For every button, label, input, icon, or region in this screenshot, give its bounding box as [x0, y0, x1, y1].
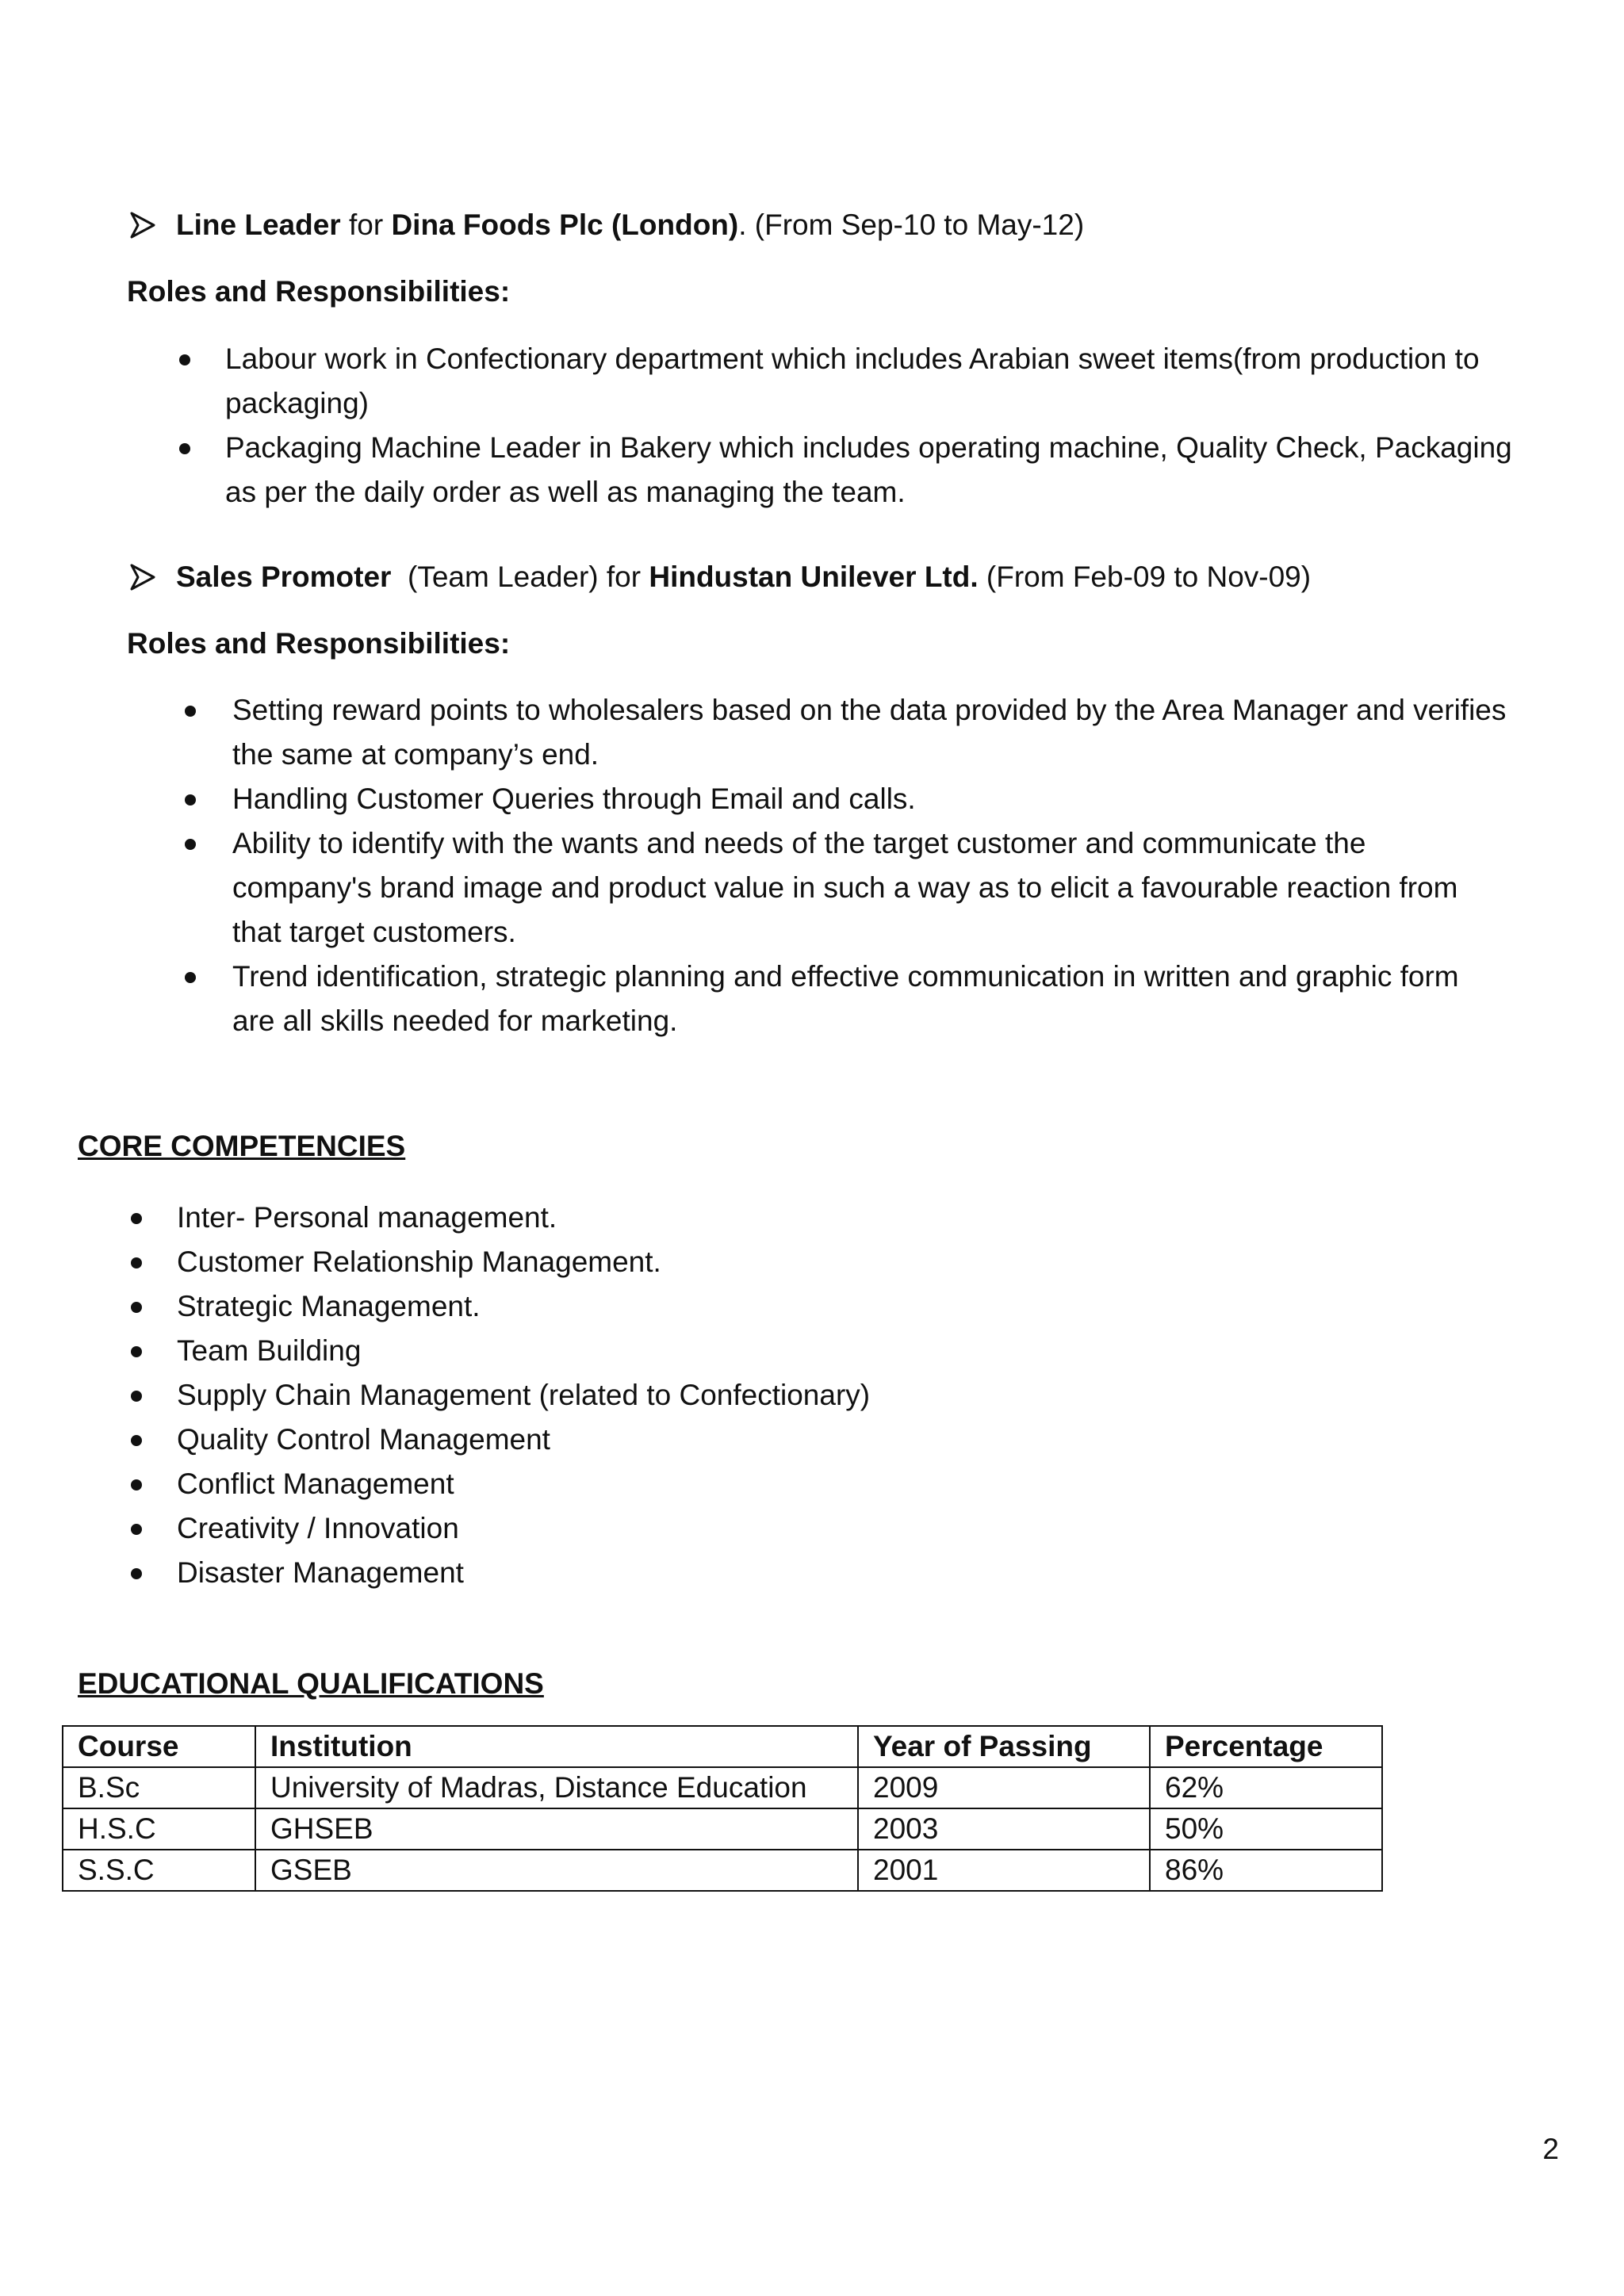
- column-header-percentage: Percentage: [1150, 1726, 1382, 1767]
- list-item: Supply Chain Management (related to Confectionary): [177, 1373, 1446, 1418]
- round-bullet-icon: [131, 1435, 142, 1446]
- list-item: Setting reward points to wholesalers based on the data provided by the Area Manager and verifies the same at company’s end.: [232, 688, 1565, 777]
- round-bullet-icon: [185, 972, 196, 983]
- cell-course: B.Sc: [63, 1767, 255, 1808]
- page-number: 2: [1542, 2133, 1559, 2165]
- cell-year: 2009: [858, 1767, 1150, 1808]
- cell-year: 2001: [858, 1850, 1150, 1891]
- round-bullet-icon: [131, 1391, 142, 1402]
- list-item: Trend identification, strategic planning and effective communication in written and graphic form are all skills needed for marketing.: [232, 955, 1565, 1043]
- arrowhead-bullet-icon: [127, 555, 159, 599]
- list-item: Labour work in Confectionary department which includes Arabian sweet items(from production to packaging): [225, 337, 1557, 426]
- educational-qualifications-heading: EDUCATIONAL QUALIFICATIONS: [78, 1667, 544, 1700]
- job-period: . (From Sep-10 to May-12): [738, 209, 1085, 241]
- list-item: Disaster Management: [177, 1551, 1446, 1595]
- round-bullet-icon: [179, 354, 190, 365]
- table-header-row: [63, 1726, 1382, 1767]
- job-company: Dina Foods Plc (London): [391, 209, 739, 241]
- job-company: Hindustan Unilever Ltd.: [649, 561, 979, 593]
- list-item: Conflict Management: [177, 1462, 1446, 1506]
- list-item: Packaging Machine Leader in Bakery which includes operating machine, Quality Check, Packaging as per the daily order as well as managing the team.: [225, 426, 1557, 515]
- education-table: [62, 1725, 1383, 1892]
- cell-course: S.S.C: [63, 1850, 255, 1891]
- round-bullet-icon: [131, 1213, 142, 1224]
- job-title: Sales Promoter: [176, 561, 392, 593]
- list-item: Customer Relationship Management.: [177, 1240, 1446, 1284]
- cell-percentage: 62%: [1150, 1767, 1382, 1808]
- list-item: Handling Customer Queries through Email and calls.: [232, 777, 1565, 821]
- core-competencies-heading: CORE COMPETENCIES: [78, 1130, 406, 1162]
- cell-year: 2003: [858, 1808, 1150, 1850]
- round-bullet-icon: [185, 706, 196, 717]
- competencies-list: [177, 1196, 1446, 1595]
- cell-percentage: 50%: [1150, 1808, 1382, 1850]
- list-item: Creativity / Innovation: [177, 1506, 1446, 1551]
- roles-heading: Roles and Responsibilities:: [127, 627, 511, 660]
- cell-percentage: 86%: [1150, 1850, 1382, 1891]
- roles-heading: Roles and Responsibilities:: [127, 275, 511, 308]
- table-row: [63, 1850, 1382, 1891]
- column-header-institution: Institution: [255, 1726, 858, 1767]
- round-bullet-icon: [131, 1568, 142, 1579]
- cell-institution: GHSEB: [255, 1808, 858, 1850]
- list-item: Team Building: [177, 1329, 1446, 1373]
- list-item: Ability to identify with the wants and needs of the target customer and communicate the company's brand image and product value in such a way as to elicit a favourable reaction from that target customers.: [232, 821, 1565, 955]
- list-item: Strategic Management.: [177, 1284, 1446, 1329]
- round-bullet-icon: [131, 1479, 142, 1490]
- job-period: (From Feb-09 to Nov-09): [978, 561, 1312, 593]
- round-bullet-icon: [131, 1257, 142, 1269]
- column-header-course: Course: [63, 1726, 255, 1767]
- round-bullet-icon: [131, 1524, 142, 1535]
- column-header-year: Year of Passing: [858, 1726, 1150, 1767]
- job-title: Line Leader: [176, 209, 341, 241]
- cell-institution: University of Madras, Distance Education: [255, 1767, 858, 1808]
- round-bullet-icon: [131, 1346, 142, 1357]
- job-connector: (Team Leader) for: [391, 561, 649, 593]
- list-item: Quality Control Management: [177, 1418, 1446, 1462]
- round-bullet-icon: [131, 1302, 142, 1313]
- job-responsibilities-list: [232, 688, 1565, 1043]
- job-responsibilities-list: [225, 337, 1557, 515]
- table-row: [63, 1767, 1382, 1808]
- table-row: [63, 1808, 1382, 1850]
- cell-course: H.S.C: [63, 1808, 255, 1850]
- cell-institution: GSEB: [255, 1850, 858, 1891]
- round-bullet-icon: [185, 794, 196, 806]
- round-bullet-icon: [185, 839, 196, 850]
- list-item: Inter- Personal management.: [177, 1196, 1446, 1240]
- round-bullet-icon: [179, 443, 190, 454]
- job-connector: for: [340, 209, 392, 241]
- arrowhead-bullet-icon: [127, 203, 159, 247]
